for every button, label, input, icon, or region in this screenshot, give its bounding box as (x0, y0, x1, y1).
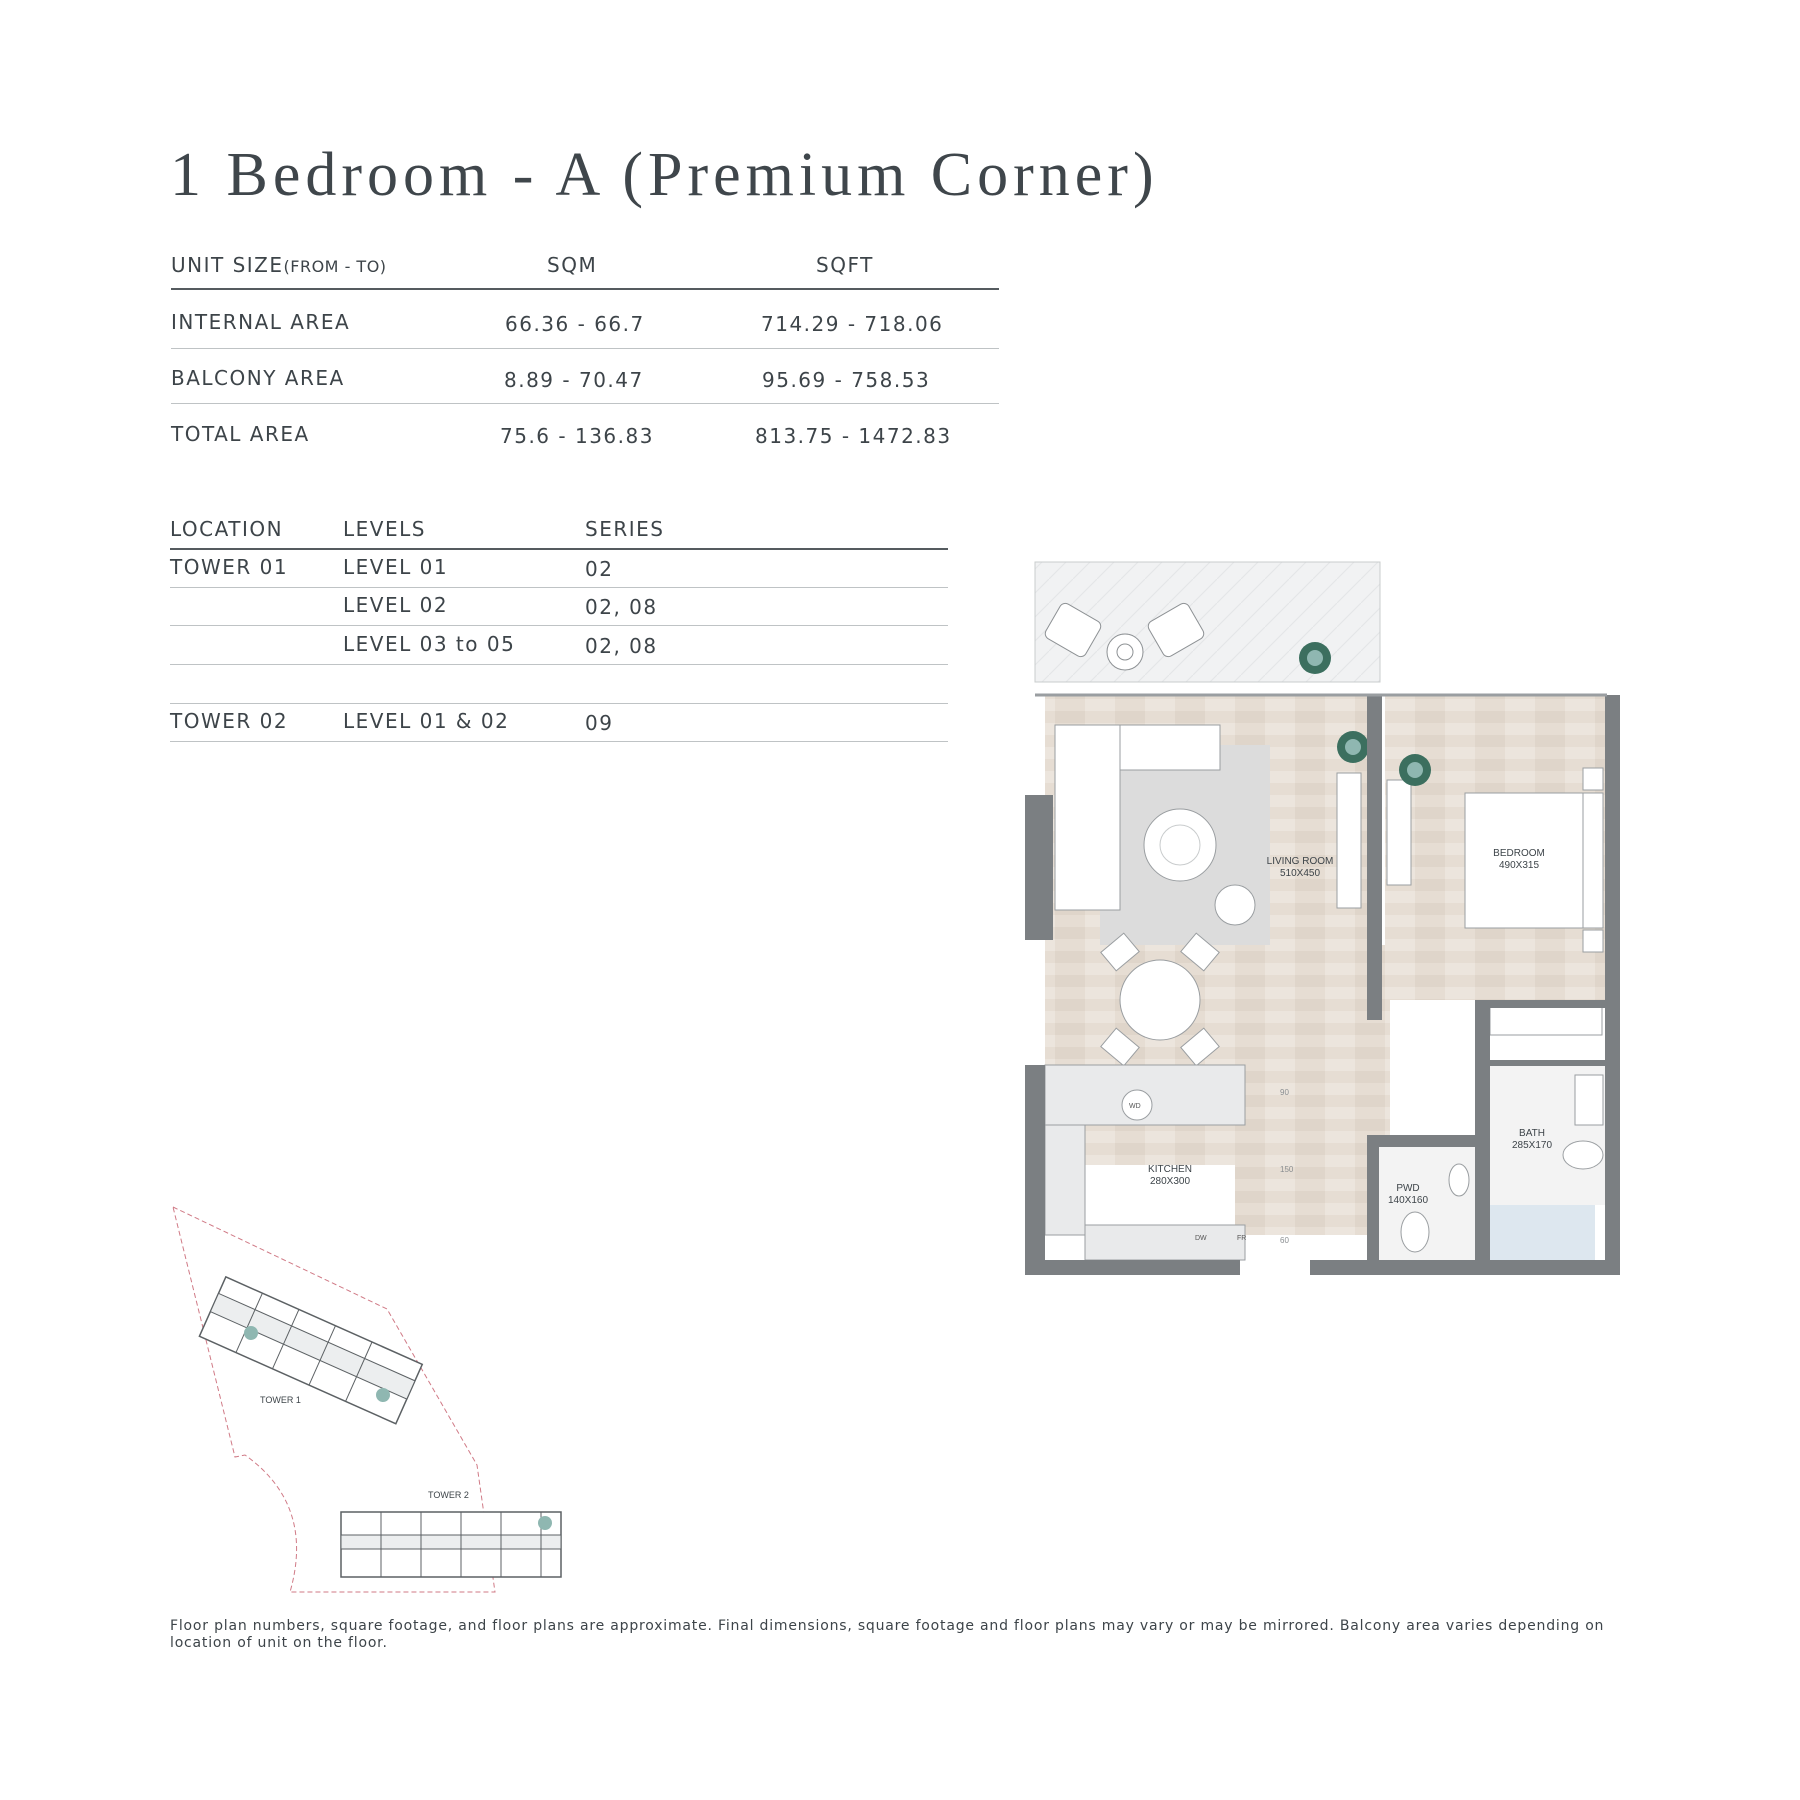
vanity (1575, 1075, 1603, 1125)
sqft-header: SQFT (816, 253, 874, 277)
balcony-area-label: BALCONY AREA (171, 366, 345, 390)
dining-table (1120, 960, 1200, 1040)
floor-plan (1025, 555, 1630, 1280)
living-room-size: 510X450 (1279, 868, 1321, 879)
unit-size-label: UNIT SIZE (171, 253, 284, 277)
ottoman (1215, 885, 1255, 925)
wardrobe (1490, 1005, 1602, 1035)
internal-area-label: INTERNAL AREA (171, 310, 351, 334)
internal-area-sqft: 714.29 - 718.06 (761, 312, 944, 336)
row-level: LEVEL 01 & 02 (343, 709, 510, 733)
row-level: LEVEL 01 (343, 555, 449, 579)
row-divider (170, 587, 948, 588)
series-header: SERIES (585, 517, 665, 541)
living-room-label: LIVING ROOM (1266, 856, 1334, 867)
balcony-table (1107, 634, 1143, 670)
unit-size-note: (FROM - TO) (283, 257, 387, 276)
headboard (1583, 793, 1603, 928)
kitchen-size: 280X300 (1149, 1176, 1191, 1187)
row-series: 09 (585, 711, 614, 735)
internal-area-sqm: 66.36 - 66.7 (505, 312, 645, 336)
plant-icon (1399, 754, 1431, 786)
disclaimer: Floor plan numbers, square footage, and floor plans are approximate. Final dimensions, square footage and floor plans may vary or may be mirrored. Balcony area varies depending on location of unit on the floor. (170, 1618, 1605, 1651)
tower-1-unit-marker (376, 1388, 390, 1402)
header-rule (170, 548, 948, 550)
location-table (170, 515, 948, 745)
balcony-area-sqm: 8.89 - 70.47 (504, 368, 644, 392)
fridge-label: FR (1237, 1235, 1247, 1242)
row-divider (170, 625, 948, 626)
tv-unit (1337, 773, 1361, 908)
tower-2-label: TOWER 2 (428, 1490, 469, 1500)
toilet-icon (1563, 1141, 1603, 1169)
basin-icon (1449, 1164, 1469, 1196)
washer-dryer-label: WD (1129, 1103, 1141, 1110)
plant-icon (1337, 731, 1369, 763)
bedroom-label: BEDROOM (1493, 848, 1545, 859)
shower-floor (1485, 1205, 1595, 1265)
row-divider (170, 703, 948, 704)
header-rule (171, 288, 999, 290)
row-divider (170, 664, 948, 665)
sofa (1055, 725, 1120, 910)
tower-1-label: TOWER 1 (260, 1395, 301, 1405)
row-series: 02 (585, 557, 614, 581)
nightstand (1583, 768, 1603, 790)
pwd-size: 140X160 (1387, 1195, 1429, 1206)
total-area-sqft: 813.75 - 1472.83 (755, 424, 952, 448)
row-divider (171, 403, 999, 404)
dimension-label: 150 (1280, 1165, 1294, 1174)
row-level: LEVEL 02 (343, 593, 449, 617)
nightstand (1583, 930, 1603, 952)
toilet-icon (1401, 1212, 1429, 1252)
bath-label: BATH (1519, 1128, 1545, 1139)
kitchen-counter-side (1045, 1125, 1085, 1235)
kitchen-counter-bottom (1085, 1225, 1245, 1260)
page-title: 1 Bedroom - A (Premium Corner) (170, 141, 1159, 209)
total-area-label: TOTAL AREA (171, 422, 310, 446)
bath-size: 285X170 (1511, 1140, 1553, 1151)
tower-2-unit-marker (538, 1516, 552, 1530)
row-divider (170, 741, 948, 742)
coffee-table (1144, 809, 1216, 881)
dimension-label: 60 (1280, 1236, 1289, 1245)
tower-2-plan (341, 1512, 561, 1577)
sofa-chaise (1120, 725, 1220, 770)
unit-size-header (171, 253, 387, 277)
row-location: TOWER 02 (170, 709, 289, 733)
site-plan (165, 1195, 670, 1595)
total-area-sqm: 75.6 - 136.83 (500, 424, 654, 448)
kitchen-label: KITCHEN (1148, 1164, 1192, 1175)
balcony-area-sqft: 95.69 - 758.53 (762, 368, 931, 392)
bedroom-tv-unit (1387, 780, 1411, 885)
bedroom-size: 490X315 (1498, 860, 1540, 871)
sqm-header: SQM (547, 253, 598, 277)
row-series: 02, 08 (585, 634, 658, 658)
row-level: LEVEL 03 to 05 (343, 632, 516, 656)
row-divider (171, 348, 999, 349)
plant-icon (1299, 642, 1331, 674)
pwd-label: PWD (1396, 1183, 1420, 1194)
row-series: 02, 08 (585, 595, 658, 619)
tower-1-plan (199, 1277, 422, 1424)
unit-size-table (171, 250, 999, 460)
levels-header: LEVELS (343, 517, 426, 541)
dishwasher-label: DW (1195, 1235, 1207, 1242)
dimension-label: 90 (1280, 1088, 1289, 1097)
tower-1-unit-marker (244, 1326, 258, 1340)
location-header: LOCATION (170, 517, 284, 541)
row-location: TOWER 01 (170, 555, 289, 579)
